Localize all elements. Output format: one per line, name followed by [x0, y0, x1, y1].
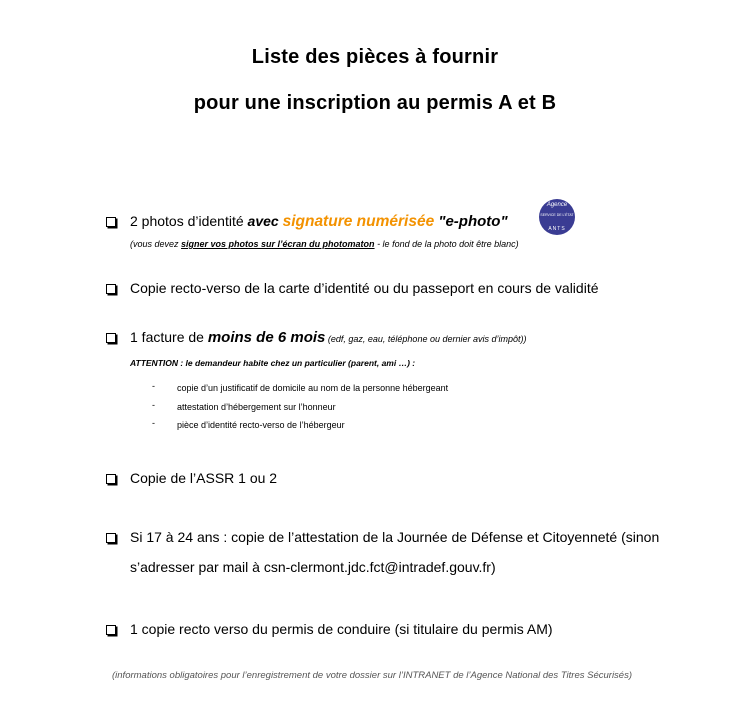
dash-icon: - — [152, 381, 155, 391]
item-text-continued: s’adresser par mail à csn-clermont.jdc.fct@intradef.gouv.fr) — [130, 559, 496, 575]
dash-icon: - — [152, 418, 155, 428]
item-text-bold: avec — [247, 213, 283, 229]
item-highlight: signature numérisée — [282, 213, 435, 230]
page-title: Liste des pièces à fournir — [251, 46, 499, 68]
sub-item: attestation d’hébergement sur l’honneur — [177, 402, 336, 412]
sub-item: pièce d’identité recto-verso de l’hébergeur — [177, 420, 345, 430]
sub-item: copie d’un justificatif de domicile au nom de la personne hébergeant — [177, 383, 449, 393]
page-subtitle: pour une inscription au permis A et B — [193, 92, 557, 114]
ants-logo: Agence SERVICE DE L'ÉTAT ANTS — [539, 199, 575, 235]
checkbox-icon — [106, 533, 116, 543]
checkbox-icon — [106, 217, 116, 227]
item-text: Copie de l’ASSR 1 ou 2 — [130, 470, 278, 486]
item-note: (edf, gaz, eau, téléphone ou dernier avis d’impôt)) — [325, 334, 527, 344]
item-text-bold: moins de 6 mois — [207, 329, 326, 346]
checkbox-icon — [106, 474, 116, 484]
checkbox-icon — [106, 333, 116, 343]
dash-icon: - — [152, 400, 155, 410]
checkbox-icon — [106, 284, 116, 294]
item-text: 2 photos d’identité — [130, 213, 248, 229]
item-text: Copie recto-verso de la carte d’identité ou du passeport en cours de validité — [130, 280, 599, 296]
checkbox-icon — [106, 625, 116, 635]
item-text: Si 17 à 24 ans : copie de l’attestation de la Journée de Défense et Citoyenneté (sinon — [130, 529, 660, 545]
item-note: (vous devez signer vos photos sur l’écran du photomaton - le fond de la photo doit être blanc) — [130, 239, 519, 249]
attention-note: ATTENTION : le demandeur habite chez un particulier (parent, ami …) : — [130, 358, 416, 368]
item-text: 1 facture de — [130, 329, 208, 345]
item-text: 1 copie recto verso du permis de conduire (si titulaire du permis AM) — [130, 621, 553, 637]
footer-note: (informations obligatoires pour l’enregistrement de votre dossier sur l’INTRANET de l’Agence National des Titres Sécurisés) — [112, 670, 632, 681]
item-text-bold: "e-photo" — [434, 213, 508, 230]
